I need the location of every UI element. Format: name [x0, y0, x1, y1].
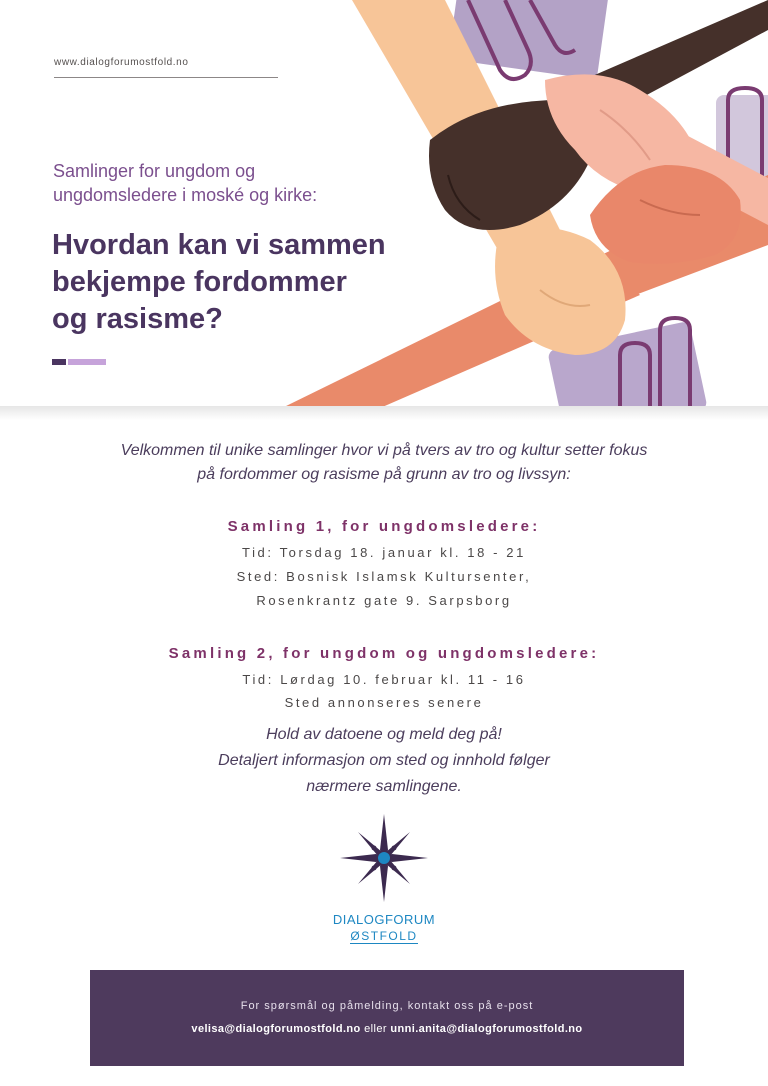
session-2-time: Tid: Lørdag 10. februar kl. 11 - 16 — [242, 672, 526, 687]
subtitle — [53, 159, 393, 207]
subtitle-line-1: Samlinger for ungdom og — [53, 161, 256, 181]
email-link-velisa[interactable]: velisa@dialogforumostfold.no — [191, 1023, 361, 1035]
intro-text — [60, 439, 708, 487]
session-1-time: Tid: Torsdag 18. januar kl. 18 - 21 — [242, 545, 526, 560]
url-underline — [54, 77, 278, 78]
website-url[interactable]: www.dialogforumostfold.no — [54, 57, 189, 68]
session-2-place: Sted annonseres senere — [284, 695, 484, 710]
intro-line-2: på fordommer og rasisme på grunn av tro og livssyn: — [197, 466, 571, 483]
session-1-place-line-2: Rosenkrantz gate 9. Sarpsborg — [256, 593, 512, 608]
title-line-2: bekjempe fordommer — [52, 266, 347, 298]
accent-bar-light — [68, 359, 106, 365]
logo-sub — [300, 929, 468, 943]
contact-footer — [90, 970, 684, 1066]
note-line-3: nærmere samlingene. — [306, 778, 462, 795]
footer-emails — [90, 1023, 684, 1035]
logo-name: DIALOGFORUM — [332, 912, 436, 927]
dialogforum-star-logo-icon — [336, 810, 432, 910]
note-line-2: Detaljert informasjon om sted og innhold følger — [218, 752, 550, 769]
title-line-1: Hvordan kan vi sammen — [52, 229, 386, 261]
session-1-place-line-1: Sted: Bosnisk Islamsk Kultursenter, — [236, 569, 532, 584]
session-1-heading: Samling 1, for ungdomsledere: — [227, 518, 541, 535]
session-2-heading: Samling 2, for ungdom og ungdomsledere: — [168, 645, 600, 662]
footer-connector: eller — [364, 1023, 387, 1035]
hero-banner — [0, 0, 768, 408]
accent-bar-dark — [52, 359, 66, 365]
note-line-1: Hold av datoene og meld deg på! — [266, 726, 502, 743]
logo-sub-text: ØSTFOLD — [350, 929, 418, 943]
email-link-unni-anita[interactable]: unni.anita@dialogforumostfold.no — [390, 1023, 583, 1035]
hero-shadow — [0, 406, 768, 420]
title-line-3: og rasisme? — [52, 303, 223, 335]
footer-contact-text: For spørsmål og påmelding, kontakt oss på e-post — [240, 1000, 534, 1012]
subtitle-line-2: ungdomsledere i moské og kirke: — [53, 185, 318, 205]
page-title — [52, 227, 472, 338]
intro-line-1: Velkommen til unike samlinger hvor vi på tvers av tro og kultur setter fokus — [120, 442, 648, 459]
